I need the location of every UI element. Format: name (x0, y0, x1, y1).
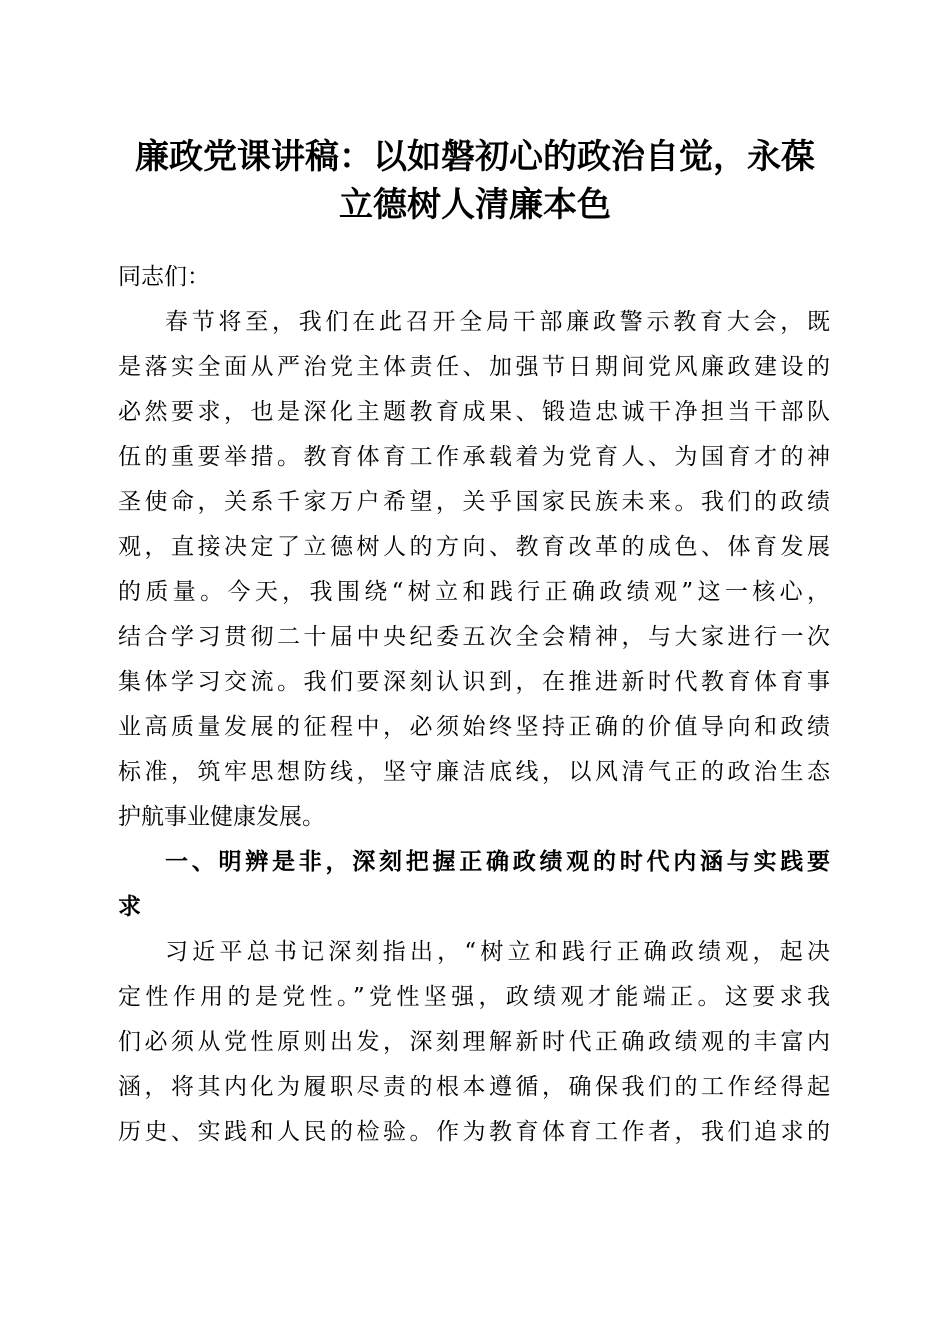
title-line: 立德树人清廉本色 (339, 185, 611, 225)
heading-line: 求 (118, 894, 141, 920)
document-title (110, 133, 840, 229)
paragraph-line: 们必须从党性原则出发，深刻理解新时代正确政绩观的丰富内 (118, 1029, 830, 1055)
paragraph-line: 圣使命，关系千家万户希望，关乎国家民族未来。我们的政绩 (118, 489, 830, 515)
paragraph-line: 业高质量发展的征程中，必须始终坚持正确的价值导向和政绩 (118, 714, 830, 740)
paragraph-intro (118, 300, 830, 840)
paragraph-line: 的质量。今天，我围绕“树立和践行正确政绩观”这一核心， (118, 579, 830, 605)
paragraph-line: 是落实全面从严治党主体责任、加强节日期间党风廉政建设的 (118, 354, 830, 380)
paragraph-line: 标准，筑牢思想防线，坚守廉洁底线，以风清气正的政治生态 (118, 759, 830, 785)
paragraph-line: 伍的重要举措。教育体育工作承载着为党育人、为国育才的神 (118, 444, 830, 470)
paragraph-line: 定性作用的是党性。”党性坚强，政绩观才能端正。这要求我 (118, 984, 830, 1010)
paragraph-line: 必然要求，也是深化主题教育成果、锻造忠诚干净担当干部队 (118, 399, 830, 425)
paragraph-line: 春节将至，我们在此召开全局干部廉政警示教育大会，既 (165, 309, 830, 335)
title-line: 廉政党课讲稿：以如磐初心的政治自觉，永葆 (135, 137, 815, 177)
section-heading-1 (118, 840, 830, 930)
paragraph-line: 习近平总书记深刻指出，“树立和践行正确政绩观，起决 (165, 939, 830, 965)
document-body (118, 255, 830, 1155)
paragraph-line: 结合学习贯彻二十届中央纪委五次全会精神，与大家进行一次 (118, 624, 830, 650)
paragraph-line: 护航事业健康发展。 (118, 804, 325, 830)
greeting: 同志们： (118, 264, 210, 290)
heading-line: 一、明辨是非，深刻把握正确政绩观的时代内涵与实践要 (165, 849, 830, 875)
paragraph-line: 历史、实践和人民的检验。作为教育体育工作者，我们追求的 (118, 1119, 830, 1145)
paragraph-line: 观，直接决定了立德树人的方向、教育改革的成色、体育发展 (118, 534, 830, 560)
paragraph-line: 涵，将其内化为履职尽责的根本遵循，确保我们的工作经得起 (118, 1074, 830, 1100)
paragraph-line: 集体学习交流。我们要深刻认识到，在推进新时代教育体育事 (118, 669, 830, 695)
paragraph-section-1 (118, 930, 830, 1155)
